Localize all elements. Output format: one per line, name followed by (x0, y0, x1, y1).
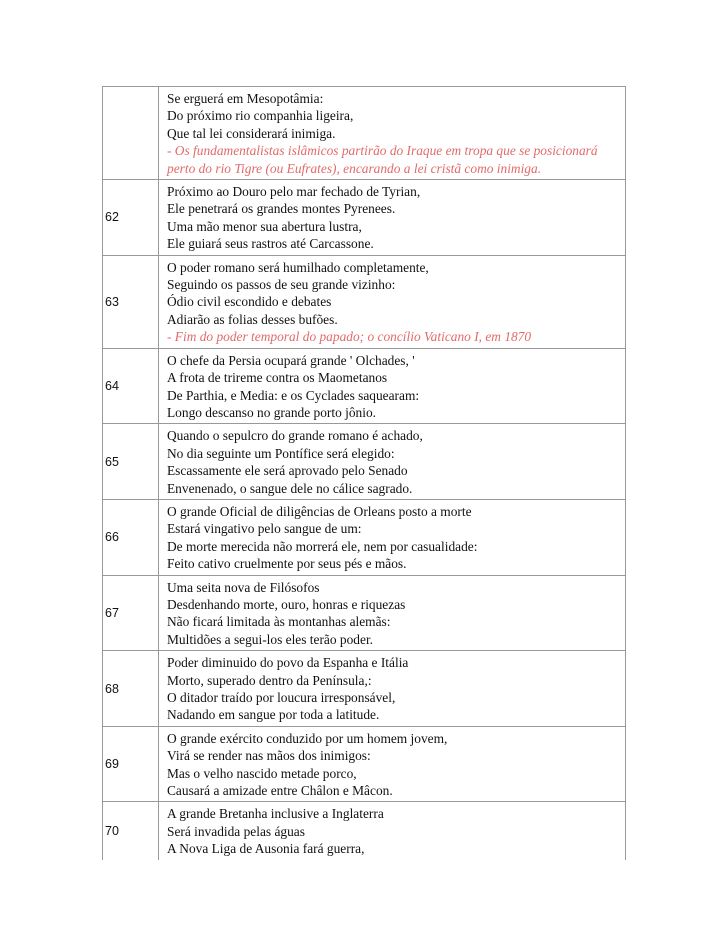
verse-number: 62 (103, 180, 159, 256)
verse-line: Estará vingativo pelo sangue de um: (167, 521, 362, 537)
verse-number: 70 (103, 802, 159, 859)
verse-note: - Os fundamentalistas islâmicos partirão do Iraque em tropa que se posicionará perto do rio Tigre (ou Eufrates), encarando a lei cristã como inimiga. (167, 143, 598, 176)
verse-line: Não ficará limitada às montanhas alemãs: (167, 614, 391, 630)
verse-number: 63 (103, 256, 159, 349)
verse-line: Multidões a segui-los eles terão poder. (167, 631, 374, 647)
verse-line: Desdenhando morte, ouro, honras e riquezas (167, 596, 406, 612)
verse-line: Será invadida pelas águas (167, 823, 305, 839)
verse-text (159, 180, 625, 256)
verse-line: Seguindo os passos de seu grande vizinho: (167, 277, 396, 293)
verse-line: A Nova Liga de Ausonia fará guerra, (167, 841, 365, 857)
verse-row (103, 500, 625, 576)
verse-row (103, 424, 625, 500)
verse-line: Causará a amizade entre Châlon e Mâcon. (167, 783, 393, 799)
verse-line: O grande exército conduzido por um homem jovem, (167, 730, 448, 746)
verse-row (103, 651, 625, 727)
verse-row (103, 802, 625, 859)
verse-text (159, 576, 625, 652)
verse-text (159, 727, 625, 803)
verse-line: Longo descanso no grande porto jônio. (167, 404, 376, 420)
verses-table (102, 86, 626, 860)
verse-line: Poder diminuido do povo da Espanha e Itália (167, 655, 409, 671)
verse-line: Quando o sepulcro do grande romano é achado, (167, 428, 423, 444)
verse-line: Se erguerá em Mesopotâmia: (167, 91, 324, 106)
verse-line: Feito cativo cruelmente por seus pés e mãos. (167, 556, 407, 572)
verse-line: Adiarão as folias desses bufões. (167, 311, 338, 327)
verse-line: Morto, superado dentro da Península,: (167, 672, 372, 688)
verse-line: O ditador traído por loucura irresponsável, (167, 690, 396, 705)
verse-note: - Fim do poder temporal do papado; o concílio Vaticano I, em 1870 (167, 329, 532, 345)
verse-row (103, 576, 625, 652)
verse-line: Uma seita nova de Filósofos (167, 579, 320, 595)
verse-number (103, 87, 159, 180)
verse-line: Que tal lei considerará inimiga. (167, 125, 336, 141)
verse-line: Do próximo rio companhia ligeira, (167, 108, 354, 124)
verse-row (103, 256, 625, 349)
verse-line: Escassamente ele será aprovado pelo Senado (167, 463, 408, 479)
verse-line: No dia seguinte um Pontífice será elegido: (167, 445, 395, 461)
verse-number: 68 (103, 651, 159, 727)
verse-line: Mas o velho nascido metade porco, (167, 765, 357, 781)
verse-number: 65 (103, 424, 159, 500)
verse-line: O grande Oficial de diligências de Orleans posto a morte (167, 503, 472, 519)
verse-text (159, 802, 625, 859)
verse-text (159, 349, 625, 425)
verse-line: Ele guiará seus rastros até Carcassone. (167, 236, 374, 252)
verse-line: De Parthia, e Media: e os Cyclades saquearam: (167, 387, 420, 403)
verse-text (159, 256, 625, 349)
verse-number: 66 (103, 500, 159, 576)
verse-row (103, 349, 625, 425)
verse-line: O poder romano será humilhado completamente, (167, 259, 429, 275)
verse-line: Ele penetrará os grandes montes Pyrenees. (167, 201, 396, 217)
verse-text (159, 651, 625, 727)
verse-line: A grande Bretanha inclusive a Inglaterra (167, 806, 384, 822)
verse-line: Envenenado, o sangue dele no cálice sagrado. (167, 480, 413, 496)
verse-line: A frota de trireme contra os Maometanos (167, 370, 388, 386)
verse-line: Virá se render nas mãos dos inimigos: (167, 748, 371, 764)
verse-number: 69 (103, 727, 159, 803)
verse-row (103, 87, 625, 180)
verse-line: Uma mão menor sua abertura lustra, (167, 218, 362, 234)
verse-text (159, 500, 625, 576)
verse-row (103, 180, 625, 256)
verse-line: Nadando em sangue por toda a latitude. (167, 707, 380, 723)
verse-line: Ódio civil escondido e debates (167, 294, 332, 310)
verse-line: O chefe da Persia ocupará grande ' Olchades, ' (167, 352, 415, 368)
verse-row (103, 727, 625, 803)
verse-text (159, 424, 625, 500)
verse-line: Próximo ao Douro pelo mar fechado de Tyrian, (167, 184, 421, 200)
verse-number: 64 (103, 349, 159, 425)
verse-text (159, 87, 625, 180)
verse-line: De morte merecida não morrerá ele, nem por casualidade: (167, 538, 478, 554)
verse-number: 67 (103, 576, 159, 652)
